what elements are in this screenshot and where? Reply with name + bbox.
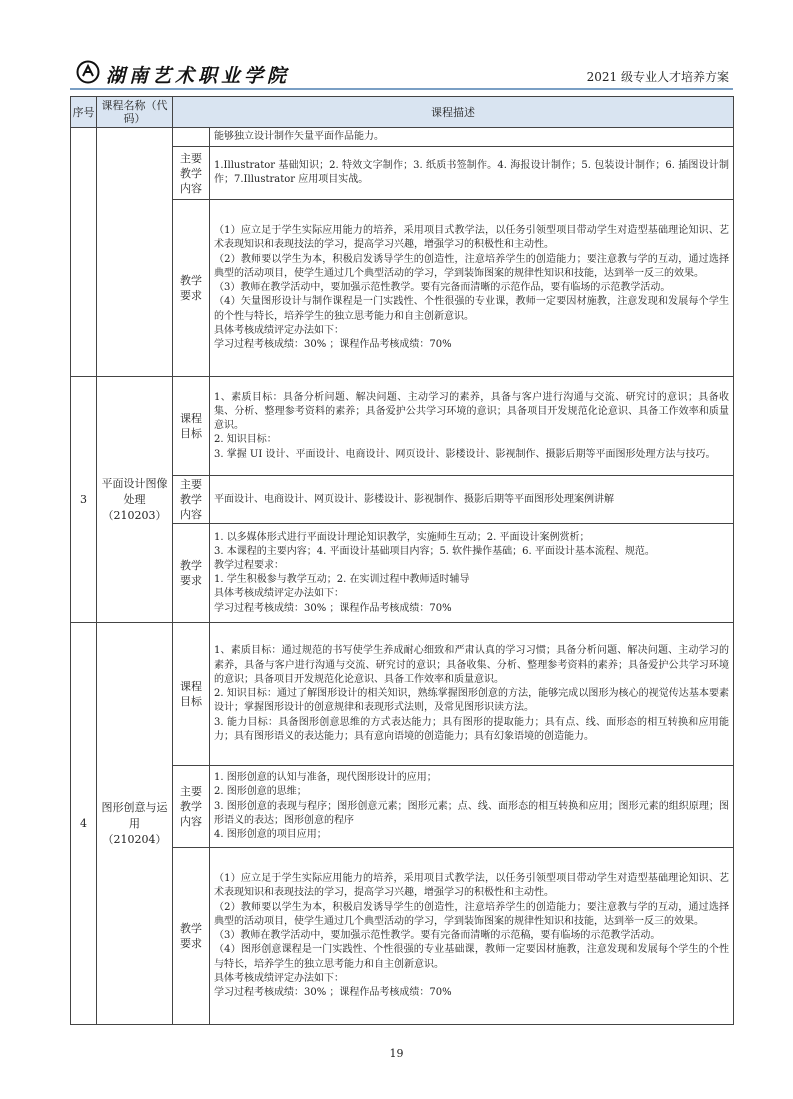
requirement-line: （3）教师在教学活动中，要加强示范性教学。要有完备而清晰的示范稿，要有临场的示范教学活动。: [214, 930, 661, 942]
requirement-line: （2）教师要以学生为本，积极启发诱导学生的创造性，注意培养学生的创造能力；要注意教与学的互动，通过选择典型的活动项目，使学生通过几个典型活动的学习，学到装饰图案的规律性知识和技能，达到举一反三的效果。: [214, 901, 729, 927]
table-header-row: [71, 97, 734, 128]
requirement-label: 教学要求: [173, 524, 210, 623]
course-table: [70, 96, 734, 1025]
course-seq: 4: [71, 623, 97, 1025]
course-name: 平面设计图像处理（210203）: [97, 377, 173, 623]
requirement-line: （4）图形创意课程是一门实践性、个性很强的专业基础课，教师一定要因材施教，注意发现和发展每个学生的个性与特长，培养学生的独立思考能力和自主创新意识。: [214, 944, 729, 970]
goal-line: 2. 知识目标：: [214, 434, 277, 446]
requirement-line: 具体考核成绩评定办法如下：: [214, 972, 344, 984]
goal-label: 课程目标: [173, 623, 210, 766]
header-rule: [70, 88, 733, 90]
requirement-label: 教学要求: [173, 848, 210, 1025]
requirement-label: 教学要求: [173, 200, 210, 377]
content-cell: [210, 766, 734, 848]
content-cell: [210, 476, 734, 524]
content-line: 1. 图形创意的认知与准备，现代图形设计的应用；: [214, 772, 437, 784]
requirement-line: 具体考核成绩评定办法如下：: [214, 588, 344, 600]
requirement-cell: [210, 848, 734, 1025]
content-line: 1.Illustrator 基础知识；2. 特效文字制作；3. 纸质书签制作。4. 海报设计制作；5. 包装设计制作；6. 插图设计制作；7.Illustrator 应用项目实战。: [214, 160, 729, 186]
requirement-line: （1）应立足于学生实际应用能力的培养，采用项目式教学法，以任务引领型项目带动学生对造型基础理论知识、艺术表现知识和表现技法的学习，提高学习兴趣，增强学习的积极性和主动性。: [214, 225, 729, 251]
page-header: [70, 58, 733, 88]
table-row: [71, 623, 734, 766]
header-desc: 课程描述: [173, 97, 734, 128]
content-line: 3. 图形创意的表现与程序；图形创意元素；图形元素；点、线、面形态的相互转换和应用；图形元素的组织原理；图形语义的表达；图形创意的程序: [214, 800, 729, 826]
requirement-line: 学习过程考核成绩：30% ；课程作品考核成绩：70%: [214, 602, 452, 614]
requirement-line: （4）矢量图形设计与制作课程是一门实践性、个性很强的专业课，教师一定要因材施教，注意发现和发展每个学生的个性与特长，培养学生的独立思考能力和自主创新意识。: [214, 296, 729, 322]
requirement-line: 3. 本课程的主要内容；4. 平面设计基础项目内容；5. 软件操作基础；6. 平面设计基本流程、规范。: [214, 545, 655, 557]
label-cell-empty: [173, 128, 210, 147]
requirement-line: （3）教师在教学活动中，要加强示范性教学。要有完备而清晰的示范作品，要有临场的示范教学活动。: [214, 282, 671, 294]
requirement-line: 1. 以多媒体形式进行平面设计理论知识教学，实施师生互动；2. 平面设计案例赏析；: [214, 531, 590, 543]
course-name: 图形创意与运用（210204）: [97, 623, 173, 1025]
header-name: 课程名称（代码）: [97, 97, 173, 128]
school-logo-icon: [76, 60, 100, 84]
goal-label: 课程目标: [173, 377, 210, 476]
intro-line: 能够独立设计制作矢量平面作品能力。: [210, 128, 734, 147]
requirement-line: 教学过程要求：: [214, 560, 284, 571]
goal-line: 3. 掌握 UI 设计、平面设计、电商设计、网页设计、影楼设计、影视制作、摄影后期等平面图形处理方法与技巧。: [214, 448, 716, 460]
content-label: 主要教学内容: [173, 766, 210, 848]
requirement-cell: [210, 200, 734, 377]
goal-line: 2. 知识目标：通过了解图形设计的相关知识，熟练掌握图形创意的方法，能够完成以图形为核心的视觉传达基本要素设计；掌握图形设计的创意规律和表现形式法则，及常见图形识读方法。: [214, 688, 729, 714]
content-label: 主要教学内容: [173, 476, 210, 524]
goal-cell: [210, 377, 734, 476]
content-cell: [210, 147, 734, 200]
goal-cell: [210, 623, 734, 766]
seq-cell-empty: [71, 128, 97, 377]
goal-line: 1、素质目标：通过规范的书写使学生养成耐心细致和严肃认真的学习习惯；具备分析问题、解决问题、主动学习的素养，具备与客户进行沟通与交流、研究讨的意识；具备收集、分析、整理参考资料的素养；具备爱护公共学习环境的意识；具备项目开发规范化论意识、具备工作效率和质量意识。: [214, 645, 729, 685]
content-line: 2. 图形创意的思维；: [214, 786, 307, 798]
goal-line: 3. 能力目标：具备图形创意思维的方式表达能力；具有图形的提取能力；具有点、线、面形态的相互转换和应用能力；具有图形语义的表达能力；具有意向语境的创造能力；具有幻象语境的创造能力。: [214, 716, 729, 742]
requirement-line: 学习过程考核成绩：30% ；课程作品考核成绩：70%: [214, 338, 452, 350]
requirement-line: （2）教师要以学生为本，积极启发诱导学生的创造性，注意培养学生的创造能力；要注意教与学的互动，通过选择典型的活动项目，使学生通过几个典型活动的学习，学到装饰图案的规律性知识和技能，达到举一反三的效果。: [214, 253, 729, 279]
name-cell-empty: [97, 128, 173, 377]
requirement-line: 具体考核成绩评定办法如下：: [214, 324, 344, 336]
plan-title: 2021 级专业人才培养方案: [586, 70, 729, 84]
school-name: 湖南艺术职业学院: [106, 65, 291, 87]
requirement-line: （1）应立足于学生实际应用能力的培养，采用项目式教学法，以任务引领型项目带动学生对造型基础理论知识、艺术表现知识和表现技法的学习，提高学习兴趣，增强学习的积极性和主动性。: [214, 873, 729, 899]
page-number: 19: [389, 1047, 404, 1060]
table-row: [71, 128, 734, 147]
requirement-line: 学习过程考核成绩：30% ；课程作品考核成绩：70%: [214, 986, 452, 998]
table-row: [71, 377, 734, 476]
content-line: 4. 图形创意的项目应用；: [214, 829, 327, 840]
course-seq: 3: [71, 377, 97, 623]
content-label: 主要教学内容: [173, 147, 210, 200]
requirement-cell: [210, 524, 734, 623]
goal-line: 1、素质目标：具备分析问题、解决问题、主动学习的素养，具备与客户进行沟通与交流、研究讨的意识；具备收集、分析、整理参考资料的素养；具备爱护公共学习环境的意识；具备项目开发规范化论意识、具备工作效率和质量意识。: [214, 391, 729, 432]
requirement-line: 1. 学生积极参与教学互动；2. 在实训过程中教师适时辅导: [214, 574, 470, 586]
content-line: 平面设计、电商设计、网页设计、影楼设计、影视制作、摄影后期等平面图形处理案例讲解: [214, 493, 614, 505]
header-seq: 序号: [71, 97, 97, 128]
